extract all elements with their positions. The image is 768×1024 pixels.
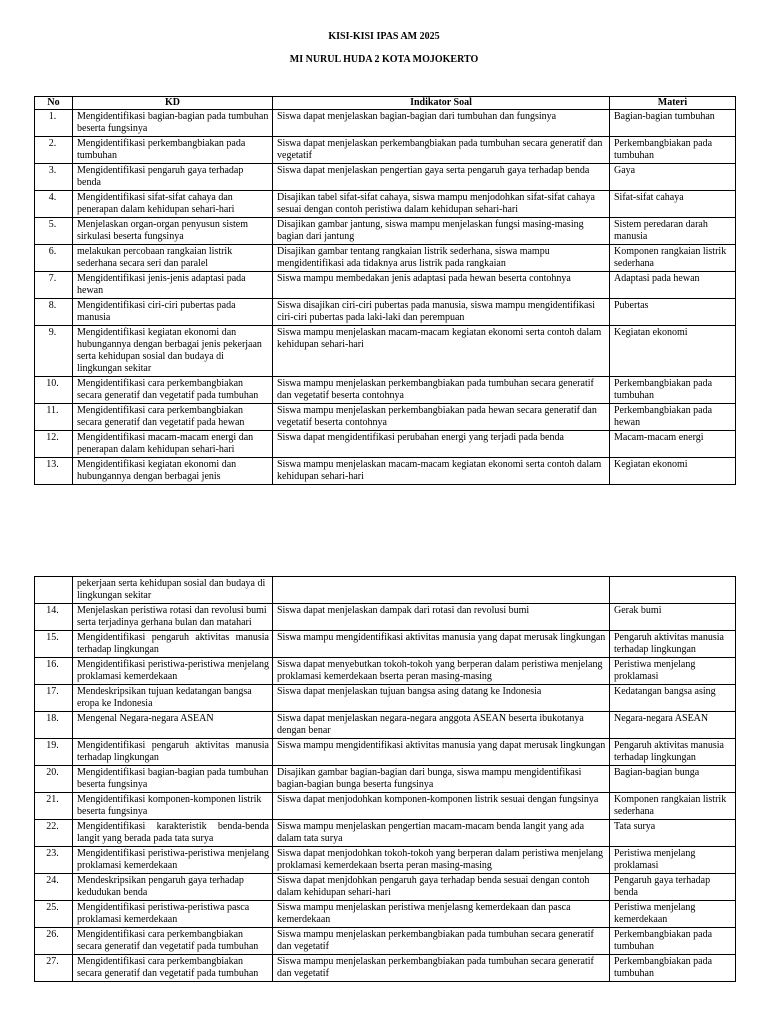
indikator-cell: Siswa dapat mengidentifikasi perubahan energi yang terjadi pada benda bbox=[273, 431, 610, 458]
table-row bbox=[35, 377, 736, 404]
row-number: 24. bbox=[35, 874, 73, 901]
table-row bbox=[35, 191, 736, 218]
kisi-kisi-table-page-1 bbox=[34, 96, 736, 485]
table-row bbox=[35, 712, 736, 739]
kd-cell: Mengidentifikasi jenis-jenis adaptasi pada hewan bbox=[73, 272, 273, 299]
kd-cell: Mengidentifikasi pengaruh gaya terhadap benda bbox=[73, 164, 273, 191]
row-number: 4. bbox=[35, 191, 73, 218]
kd-cell: Mengidentifikasi bagian-bagian pada tumbuhan beserta fungsinya bbox=[73, 110, 273, 137]
table-body-page-2 bbox=[35, 577, 736, 982]
kd-cell: Mengidentifikasi cara perkembangbiakan secara generatif dan vegetatif pada tumbuhan bbox=[73, 955, 273, 982]
table-row bbox=[35, 820, 736, 847]
row-number: 17. bbox=[35, 685, 73, 712]
indikator-cell: Siswa mampu mengidentifikasi aktivitas manusia yang dapat merusak lingkungan bbox=[273, 631, 610, 658]
materi-cell: Perkembangbiakan pada tumbuhan bbox=[610, 377, 736, 404]
indikator-cell: Disajikan gambar jantung, siswa mampu menjelaskan fungsi masing-masing bagian dari jantung bbox=[273, 218, 610, 245]
materi-cell: Perkembangbiakan pada tumbuhan bbox=[610, 955, 736, 982]
kd-cell: Mengidentifikasi pengaruh aktivitas manusia terhadap lingkungan bbox=[73, 631, 273, 658]
kd-cell: Mengidentifikasi perkembangbiakan pada tumbuhan bbox=[73, 137, 273, 164]
materi-cell: Pengaruh gaya terhadap benda bbox=[610, 874, 736, 901]
materi-cell: Pubertas bbox=[610, 299, 736, 326]
indikator-cell: Siswa mampu menjelaskan perkembangbiakan pada tumbuhan secara generatif dan vegetatif beserta contohnya bbox=[273, 377, 610, 404]
row-number: 5. bbox=[35, 218, 73, 245]
kd-cell: Menjelaskan organ-organ penyusun sistem sirkulasi beserta fungsinya bbox=[73, 218, 273, 245]
kisi-kisi-table-page-2 bbox=[34, 576, 736, 982]
indikator-cell: Siswa dapat menjelaskan pengertian gaya serta pengaruh gaya terhadap benda bbox=[273, 164, 610, 191]
materi-cell: Negara-negara ASEAN bbox=[610, 712, 736, 739]
kd-cell: Mendeskripsikan tujuan kedatangan bangsa eropa ke Indonesia bbox=[73, 685, 273, 712]
indikator-cell: Siswa mampu menjelaskan perkembangbiakan pada hewan secara generatif dan vegetatif beserta contohnya bbox=[273, 404, 610, 431]
row-number: 26. bbox=[35, 928, 73, 955]
table-row bbox=[35, 431, 736, 458]
table-row bbox=[35, 299, 736, 326]
table-header-row bbox=[35, 97, 736, 110]
kd-cell: Mengidentifikasi bagian-bagian pada tumbuhan beserta fungsinya bbox=[73, 766, 273, 793]
column-header-kd: KD bbox=[73, 97, 273, 110]
indikator-cell: Siswa dapat menjdohkan pengaruh gaya terhadap benda sesuai dengan contoh dalam kehidupan sehari-hari bbox=[273, 874, 610, 901]
column-header-indikator: Indikator Soal bbox=[273, 97, 610, 110]
materi-cell: Tata surya bbox=[610, 820, 736, 847]
indikator-cell: Siswa mampu menjelaskan macam-macam kegiatan ekonomi serta contoh dalam kehidupan sehari-hari bbox=[273, 458, 610, 485]
column-header-no: No bbox=[35, 97, 73, 110]
row-number: 21. bbox=[35, 793, 73, 820]
table-row bbox=[35, 110, 736, 137]
kd-cell: Mengidentifikasi cara perkembangbiakan secara generatif dan vegetatif pada tumbuhan bbox=[73, 928, 273, 955]
row-number: 12. bbox=[35, 431, 73, 458]
row-number: 19. bbox=[35, 739, 73, 766]
materi-cell: Pengaruh aktivitas manusia terhadap lingkungan bbox=[610, 739, 736, 766]
row-number: 8. bbox=[35, 299, 73, 326]
materi-cell: Komponen rangkaian listrik sederhana bbox=[610, 793, 736, 820]
materi-cell: Perkembangbiakan pada tumbuhan bbox=[610, 137, 736, 164]
row-number: 20. bbox=[35, 766, 73, 793]
indikator-cell: Siswa mampu menjelaskan perkembangbiakan pada tumbuhan secara generatif dan vegetatif bbox=[273, 955, 610, 982]
indikator-cell: Disajikan gambar tentang rangkaian listrik sederhana, siswa mampu mengidentifikasi ada tidaknya arus listrik pada rangkaian bbox=[273, 245, 610, 272]
kd-cell: Mengidentifikasi peristiwa-peristiwa menjelang proklamasi kemerdekaan bbox=[73, 658, 273, 685]
table-row bbox=[35, 874, 736, 901]
kd-cell: Mengidentifikasi komponen-komponen listrik beserta fungsinya bbox=[73, 793, 273, 820]
materi-cell: Adaptasi pada hewan bbox=[610, 272, 736, 299]
kd-cell: Mengidentifikasi cara perkembangbiakan secara generatif dan vegetatif pada hewan bbox=[73, 404, 273, 431]
materi-cell: Gerak bumi bbox=[610, 604, 736, 631]
row-number: 14. bbox=[35, 604, 73, 631]
materi-cell: Perkembangbiakan pada tumbuhan bbox=[610, 928, 736, 955]
kd-cell: Mengidentifikasi karakteristik benda-benda langit yang berada pada tata surya bbox=[73, 820, 273, 847]
indikator-cell: Disajikan tabel sifat-sifat cahaya, siswa mampu menjodohkan sifat-sifat cahaya sesuai dengan contoh peristiwa dalam kehidupan sehari-hari bbox=[273, 191, 610, 218]
indikator-cell: Siswa mampu menjelaskan peristiwa menjelasng kemerdekaan dan pasca kemerdekaan bbox=[273, 901, 610, 928]
materi-cell: Kegiatan ekonomi bbox=[610, 458, 736, 485]
indikator-cell: Siswa mampu membedakan jenis adaptasi pada hewan beserta contohnya bbox=[273, 272, 610, 299]
kd-cell: Mengidentifikasi kegiatan ekonomi dan hubungannya dengan berbagai jenis bbox=[73, 458, 273, 485]
table-row bbox=[35, 685, 736, 712]
indikator-cell: Siswa mampu menjelaskan macam-macam kegiatan ekonomi serta contoh dalam kehidupan sehari-hari bbox=[273, 326, 610, 377]
kd-cell: Mengidentifikasi ciri-ciri pubertas pada manusia bbox=[73, 299, 273, 326]
row-number: 10. bbox=[35, 377, 73, 404]
materi-cell: Komponen rangkaian listrik sederhana bbox=[610, 245, 736, 272]
indikator-cell: Siswa dapat menjelaskan tujuan bangsa asing datang ke Indonesia bbox=[273, 685, 610, 712]
kd-cell: Mendeskripsikan pengaruh gaya terhadap kedudukan benda bbox=[73, 874, 273, 901]
row-number: 1. bbox=[35, 110, 73, 137]
indikator-cell: Siswa dapat menjodohkan komponen-komponen listrik sesuai dengan fungsinya bbox=[273, 793, 610, 820]
row-number: 2. bbox=[35, 137, 73, 164]
table-row bbox=[35, 604, 736, 631]
kd-cell: Mengidentifikasi macam-macam energi dan penerapan dalam kehidupan sehari-hari bbox=[73, 431, 273, 458]
indikator-cell: Siswa dapat menjodohkan tokoh-tokoh yang berperan dalam peristiwa menjelang proklamasi kemerdekaan bserta peran masing-masing bbox=[273, 847, 610, 874]
column-header-materi: Materi bbox=[610, 97, 736, 110]
table-row bbox=[35, 928, 736, 955]
materi-cell: Bagian-bagian bunga bbox=[610, 766, 736, 793]
kd-cell: Mengidentifikasi peristiwa-peristiwa menjelang proklamasi kemerdekaan bbox=[73, 847, 273, 874]
table-row bbox=[35, 631, 736, 658]
row-number bbox=[35, 577, 73, 604]
table-row bbox=[35, 458, 736, 485]
table-row bbox=[35, 404, 736, 431]
table-row bbox=[35, 658, 736, 685]
materi-cell: Gaya bbox=[610, 164, 736, 191]
materi-cell bbox=[610, 577, 736, 604]
row-number: 16. bbox=[35, 658, 73, 685]
table-body-page-1 bbox=[35, 110, 736, 485]
kd-cell: Mengidentifikasi peristiwa-peristiwa pasca proklamasi kemerdekaan bbox=[73, 901, 273, 928]
materi-cell: Sifat-sifat cahaya bbox=[610, 191, 736, 218]
materi-cell: Kedatangan bangsa asing bbox=[610, 685, 736, 712]
materi-cell: Sistem peredaran darah manusia bbox=[610, 218, 736, 245]
indikator-cell: Siswa mampu mengidentifikasi aktivitas manusia yang dapat merusak lingkungan bbox=[273, 739, 610, 766]
indikator-cell: Siswa dapat menjelaskan bagian-bagian dari tumbuhan dan fungsinya bbox=[273, 110, 610, 137]
materi-cell: Bagian-bagian tumbuhan bbox=[610, 110, 736, 137]
kd-cell: Mengidentifikasi kegiatan ekonomi dan hubungannya dengan berbagai jenis pekerjaan serta kehidupan sosial dan budaya di lingkungan sekitar bbox=[73, 326, 273, 377]
kd-cell: Mengidentifikasi cara perkembangbiakan secara generatif dan vegetatif pada tumbuhan bbox=[73, 377, 273, 404]
document-title: KISI-KISI IPAS AM 2025 bbox=[328, 31, 440, 42]
table-row bbox=[35, 793, 736, 820]
materi-cell: Peristiwa menjelang proklamasi bbox=[610, 847, 736, 874]
kd-cell: Mengidentifikasi pengaruh aktivitas manusia terhadap lingkungan bbox=[73, 739, 273, 766]
table-row bbox=[35, 766, 736, 793]
kd-cell: melakukan percobaan rangkaian listrik sederhana secara seri dan paralel bbox=[73, 245, 273, 272]
kd-cell: Mengidentifikasi sifat-sifat cahaya dan penerapan dalam kehidupan sehari-hari bbox=[73, 191, 273, 218]
indikator-cell: Disajikan gambar bagian-bagian dari bunga, siswa mampu mengidentifikasi bagian-bagian bunga beserta fungsinya bbox=[273, 766, 610, 793]
row-number: 27. bbox=[35, 955, 73, 982]
indikator-cell: Siswa mampu menjelaskan perkembangbiakan pada tumbuhan secara generatif dan vegetatif bbox=[273, 928, 610, 955]
indikator-cell: Siswa dapat menjelaskan perkembangbiakan pada tumbuhan secara generatif dan vegetatif bbox=[273, 137, 610, 164]
indikator-cell: Siswa dapat menyebutkan tokoh-tokoh yang berperan dalam peristiwa menjelang proklamasi kemerdekaan bserta peran masing-masing bbox=[273, 658, 610, 685]
materi-cell: Peristiwa menjelang proklamasi bbox=[610, 658, 736, 685]
row-number: 3. bbox=[35, 164, 73, 191]
kd-cell: pekerjaan serta kehidupan sosial dan budaya di lingkungan sekitar bbox=[73, 577, 273, 604]
materi-cell: Peristiwa menjelang kemerdekaan bbox=[610, 901, 736, 928]
row-number: 15. bbox=[35, 631, 73, 658]
table-row bbox=[35, 901, 736, 928]
kd-cell: Mengenal Negara-negara ASEAN bbox=[73, 712, 273, 739]
row-number: 25. bbox=[35, 901, 73, 928]
table-row bbox=[35, 245, 736, 272]
row-number: 9. bbox=[35, 326, 73, 377]
row-number: 22. bbox=[35, 820, 73, 847]
table-row bbox=[35, 577, 736, 604]
row-number: 6. bbox=[35, 245, 73, 272]
materi-cell: Macam-macam energi bbox=[610, 431, 736, 458]
indikator-cell: Siswa dapat menjelaskan negara-negara anggota ASEAN beserta ibukotanya dengan benar bbox=[273, 712, 610, 739]
table-row bbox=[35, 137, 736, 164]
table-row bbox=[35, 272, 736, 299]
materi-cell: Pengaruh aktivitas manusia terhadap lingkungan bbox=[610, 631, 736, 658]
kd-cell: Menjelaskan peristiwa rotasi dan revolusi bumi serta terjadinya gerhana bulan dan matahari bbox=[73, 604, 273, 631]
indikator-cell: Siswa mampu menjelaskan pengertian macam-macam benda langit yang ada dalam tata surya bbox=[273, 820, 610, 847]
materi-cell: Kegiatan ekonomi bbox=[610, 326, 736, 377]
table-row bbox=[35, 164, 736, 191]
row-number: 18. bbox=[35, 712, 73, 739]
table-row bbox=[35, 847, 736, 874]
indikator-cell bbox=[273, 577, 610, 604]
indikator-cell: Siswa dapat menjelaskan dampak dari rotasi dan revolusi bumi bbox=[273, 604, 610, 631]
row-number: 11. bbox=[35, 404, 73, 431]
school-name: MI NURUL HUDA 2 KOTA MOJOKERTO bbox=[289, 54, 479, 65]
row-number: 7. bbox=[35, 272, 73, 299]
table-row bbox=[35, 218, 736, 245]
table-row bbox=[35, 739, 736, 766]
row-number: 23. bbox=[35, 847, 73, 874]
row-number: 13. bbox=[35, 458, 73, 485]
table-row bbox=[35, 326, 736, 377]
materi-cell: Perkembangbiakan pada hewan bbox=[610, 404, 736, 431]
indikator-cell: Siswa disajikan ciri-ciri pubertas pada manusia, siswa mampu mengidentifikasi ciri-ciri pubertas pada laki-laki dan perempuan bbox=[273, 299, 610, 326]
table-row bbox=[35, 955, 736, 982]
